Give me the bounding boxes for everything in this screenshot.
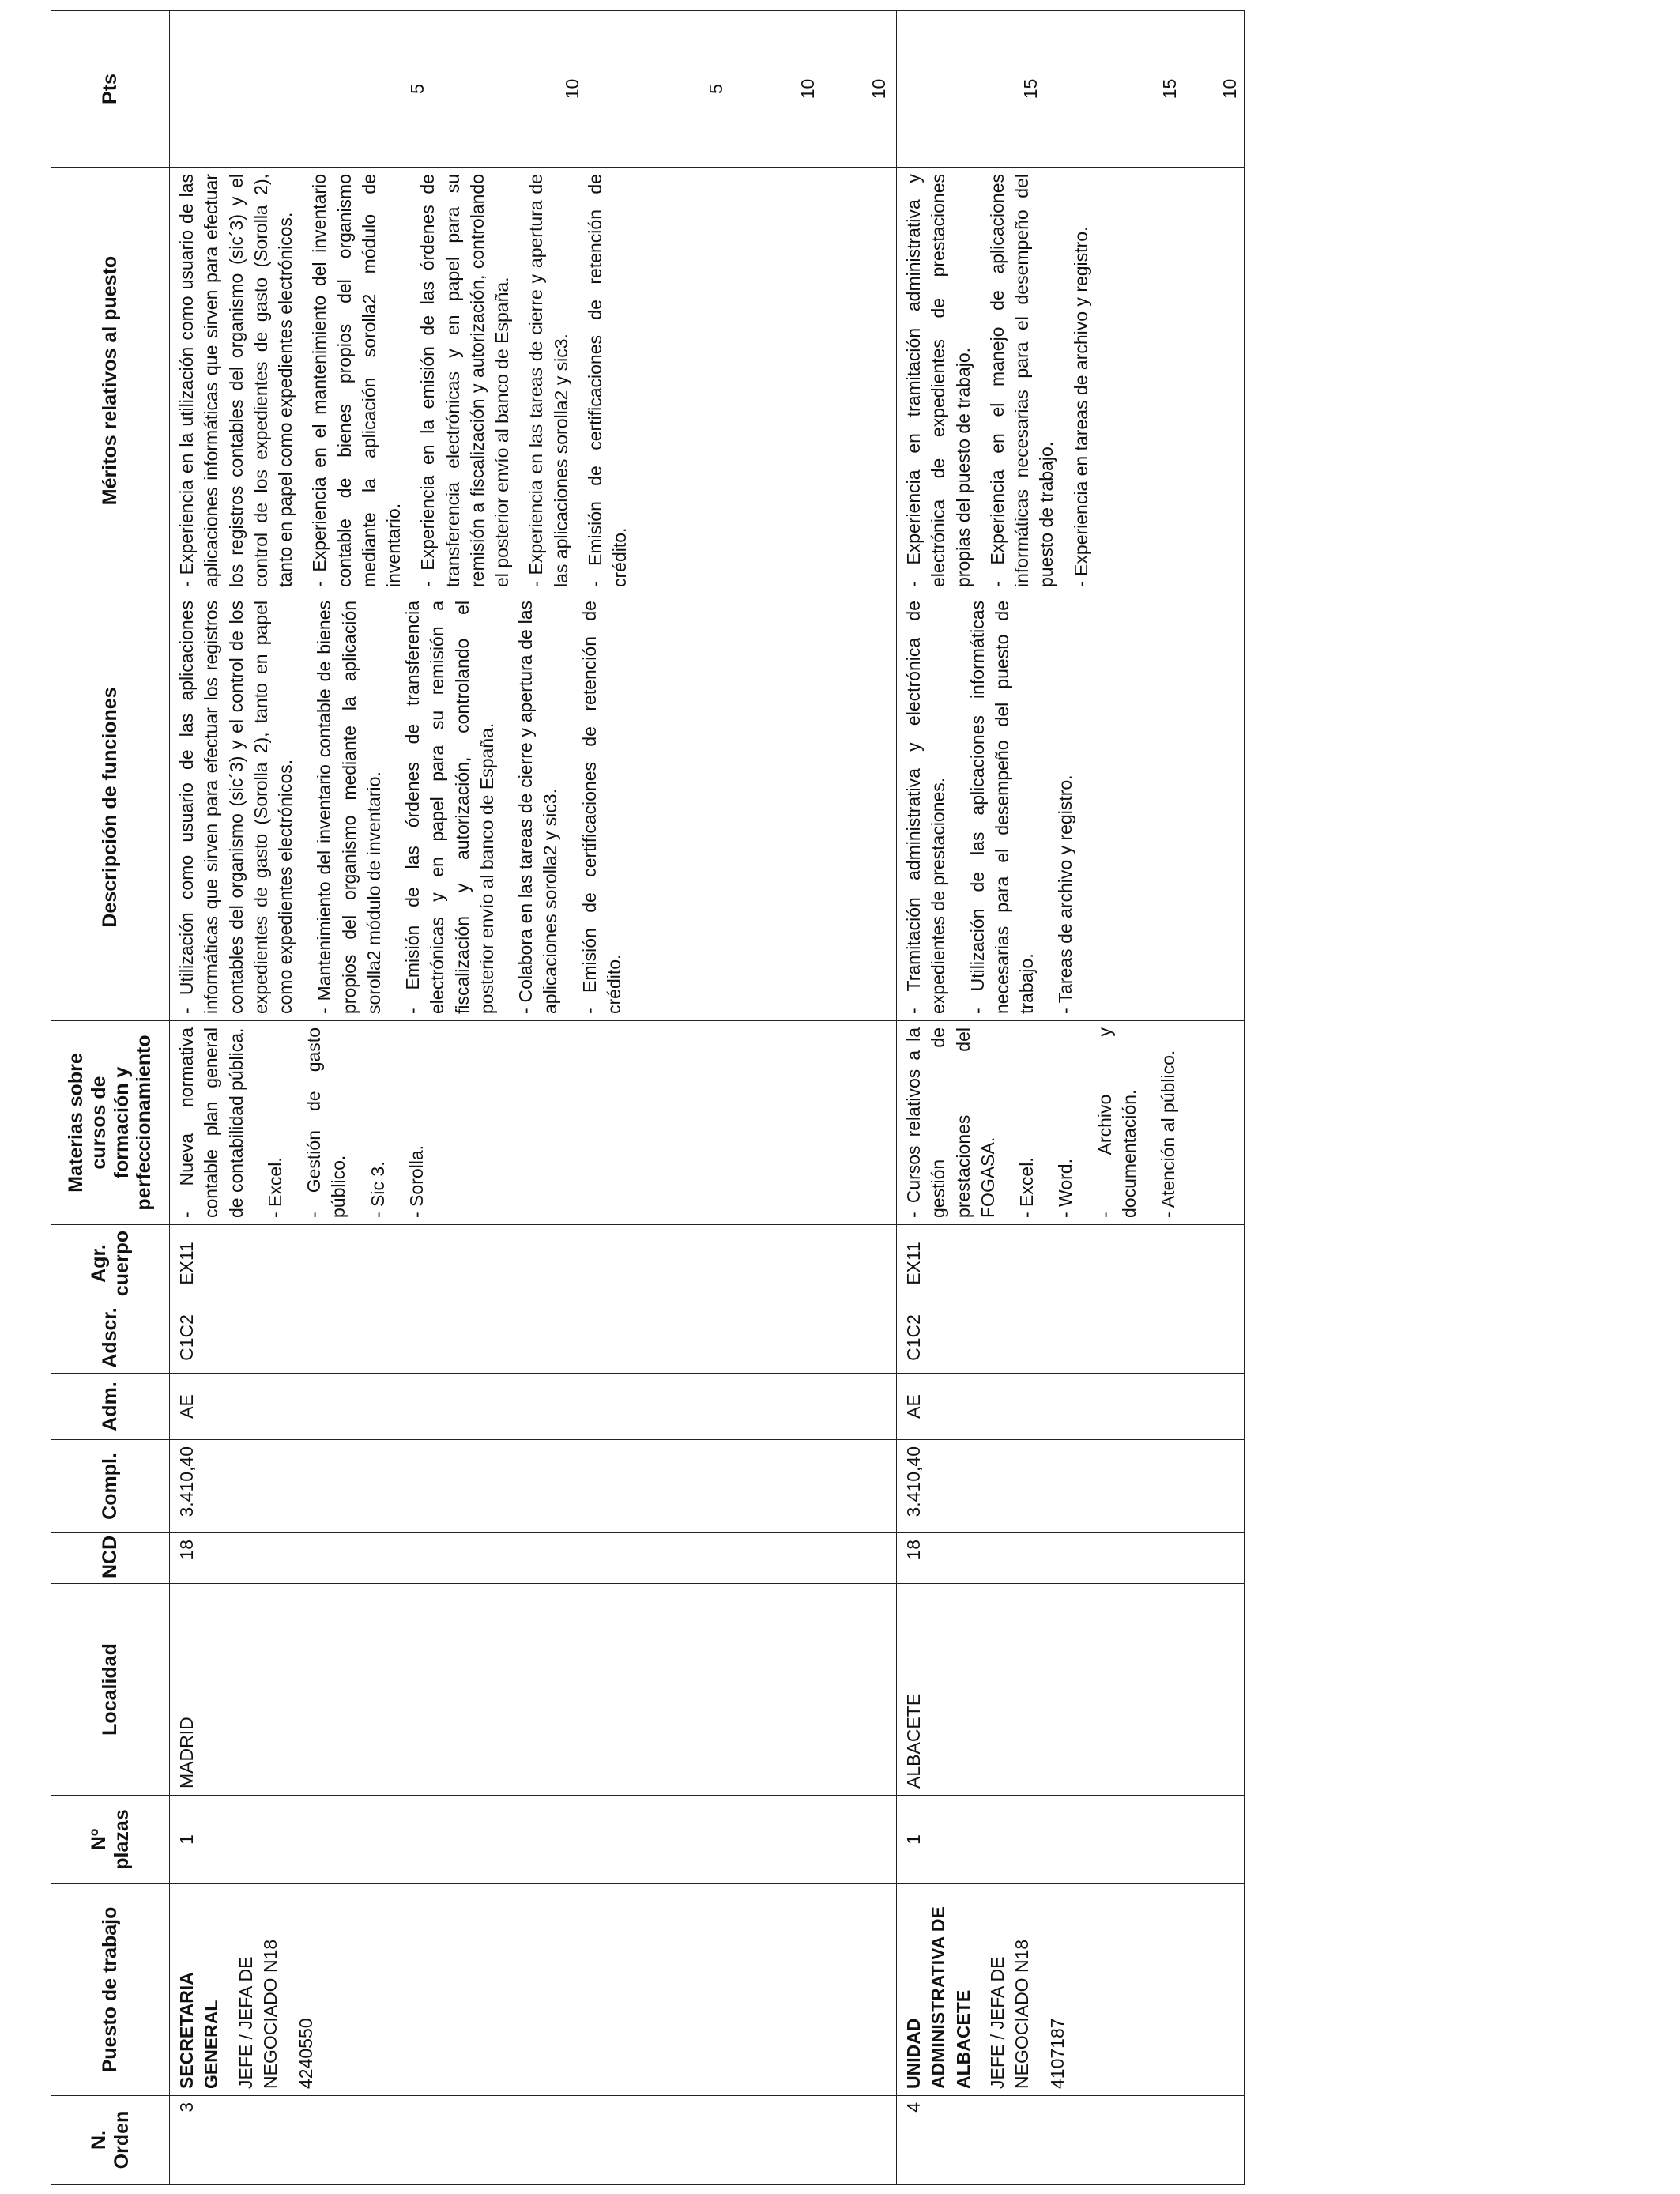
- header-pts: Pts: [51, 11, 170, 168]
- list-item: - Experiencia en las tareas de cierre y apertura de las aplicaciones sorolla2 y sic3.: [524, 174, 574, 587]
- agr-cell: EX11: [897, 1225, 1245, 1302]
- compl-cell: 3.410,40: [897, 1440, 1245, 1533]
- localidad-cell: ALBACETE: [897, 1584, 1245, 1796]
- meritos-cell: [897, 168, 1245, 594]
- position-code: 4107187: [1047, 2018, 1068, 2089]
- points-value: 5: [706, 84, 726, 94]
- header-agr: Agr. cuerpo: [51, 1225, 170, 1302]
- list-item: - Utilización de las aplicaciones informáticas necesarias para el desempeño del puesto de trabajo.: [966, 601, 1040, 1014]
- adscr-cell: C1C2: [170, 1302, 897, 1374]
- list-item: - Excel.: [263, 1027, 288, 1218]
- position-name: JEFE / JEFA DE NEGOCIADO N18: [235, 1939, 281, 2089]
- position-code: 4240550: [296, 2018, 317, 2089]
- header-plazas: Nº plazas: [51, 1796, 170, 1884]
- adscr-cell: C1C2: [897, 1302, 1245, 1374]
- adm-cell: AE: [170, 1374, 897, 1440]
- pts-cell: [897, 11, 1245, 168]
- puesto-cell: [170, 1884, 897, 2096]
- adm-cell: AE: [897, 1374, 1245, 1440]
- list-item: - Nueva normativa contable plan general de contabilidad pública.: [175, 1027, 249, 1218]
- table-row: [897, 11, 1245, 2185]
- points-value: 10: [868, 78, 889, 100]
- ncd-cell: 18: [170, 1533, 897, 1584]
- list-item: - Experiencia en tramitación administrativa y electrónica de expedientes de prestaciones propias del puesto de trabajo.: [902, 174, 976, 587]
- points-value: 10: [1219, 78, 1240, 100]
- localidad-cell: MADRID: [170, 1584, 897, 1796]
- table-row: [170, 11, 897, 2185]
- puesto-cell: [897, 1884, 1245, 2096]
- list-item: - Atención al público.: [1156, 1027, 1181, 1218]
- list-item: - Sorolla.: [405, 1027, 429, 1218]
- header-orden: N. Orden: [51, 2096, 170, 2185]
- orden-cell: 4: [897, 2096, 1245, 2185]
- points-value: 5: [407, 84, 428, 94]
- ncd-cell: 18: [897, 1533, 1245, 1584]
- list-item: - Sic 3.: [366, 1027, 390, 1218]
- materias-cell: [170, 1021, 897, 1225]
- meritos-cell: [170, 168, 897, 594]
- list-item: - Experiencia en la utilización como usuario de las aplicaciones informáticas que sirven para efectuar los registros contables del organismo (sic´3) y el control de los expedientes de gasto (Sorolla 2), tanto en papel como expedientes electrónicos.: [175, 174, 298, 587]
- points-value: 10: [797, 78, 818, 100]
- list-item: - Utilización como usuario de las aplicaciones informáticas que sirven para efectuar los registros contables del organismo (sic´3) y el control de los expedientes de gasto (Sorolla 2), tanto en papel como expedientes electrónicos.: [175, 601, 298, 1014]
- header-materias: Materias sobre cursos de formación y perfeccionamiento: [51, 1021, 170, 1225]
- plazas-cell: 1: [897, 1796, 1245, 1884]
- header-meritos: Méritos relativos al puesto: [51, 168, 170, 594]
- list-item: - Gestión de gasto público.: [302, 1027, 352, 1218]
- agr-cell: EX11: [170, 1225, 897, 1302]
- header-adm: Adm.: [51, 1374, 170, 1440]
- funciones-cell: [170, 594, 897, 1021]
- pts-cell: [170, 11, 897, 168]
- list-item: - Tramitación administrativa y electrónica de expedientes de prestaciones.: [902, 601, 951, 1014]
- position-name: JEFE / JEFA DE NEGOCIADO N18: [986, 1939, 1033, 2089]
- materias-cell: [897, 1021, 1245, 1225]
- list-item: - Experiencia en el mantenimiento del inventario contable de bienes propios del organismo mediante la aplicación sorolla2 módulo de inventario.: [307, 174, 406, 587]
- header-ncd: NCD: [51, 1533, 170, 1584]
- header-funciones: Descripción de funciones: [51, 594, 170, 1021]
- header-adscr: Adscr.: [51, 1302, 170, 1374]
- compl-cell: 3.410,40: [170, 1440, 897, 1533]
- job-positions-table: [51, 10, 1245, 2185]
- list-item: - Colabora en las tareas de cierre y apertura de las aplicaciones sorolla2 y sic3.: [514, 601, 563, 1014]
- header-compl: Compl.: [51, 1440, 170, 1533]
- list-item: - Experiencia en tareas de archivo y registro.: [1069, 174, 1094, 587]
- unit-name: UNIDAD ADMINISTRATIVA DE ALBACETE: [903, 1906, 974, 2089]
- list-item: - Cursos relativos a la gestión de prestaciones del FOGASA.: [902, 1027, 1000, 1218]
- unit-name: SECRETARIA GENERAL: [176, 1973, 222, 2089]
- points-value: 15: [1020, 78, 1041, 100]
- points-value: 10: [562, 78, 582, 100]
- list-item: - Excel.: [1015, 1027, 1039, 1218]
- rotated-page: [51, 11, 1244, 2185]
- orden-cell: 3: [170, 2096, 897, 2185]
- funciones-cell: [897, 594, 1245, 1021]
- list-item: - Word.: [1053, 1027, 1078, 1218]
- plazas-cell: 1: [170, 1796, 897, 1884]
- header-puesto: Puesto de trabajo: [51, 1884, 170, 2096]
- list-item: - Experiencia en el manejo de aplicaciones informáticas necesarias para el desempeño del puesto de trabajo.: [985, 174, 1060, 587]
- list-item: - Emisión de certificaciones de retención de crédito.: [583, 174, 633, 587]
- list-item: - Emisión de certificaciones de retención de crédito.: [578, 601, 627, 1014]
- list-item: - Tareas de archivo y registro.: [1053, 601, 1078, 1014]
- list-item: - Archivo y documentación.: [1093, 1027, 1143, 1218]
- list-item: - Mantenimiento del inventario contable de bienes propios del organismo mediante la aplicación sorolla2 módulo de inventario.: [312, 601, 386, 1014]
- header-row: [51, 11, 170, 2185]
- list-item: - Emisión de las órdenes de transferencia electrónicas y en papel para su remisión a fiscalización y autorización, controlando el posterior envío al banco de España.: [401, 601, 499, 1014]
- points-value: 15: [1159, 78, 1180, 100]
- list-item: - Experiencia en la emisión de las órdenes de transferencia electrónicas y en papel para su remisión a fiscalización y autorización, controlando el posterior envío al banco de España.: [416, 174, 514, 587]
- header-localidad: Localidad: [51, 1584, 170, 1796]
